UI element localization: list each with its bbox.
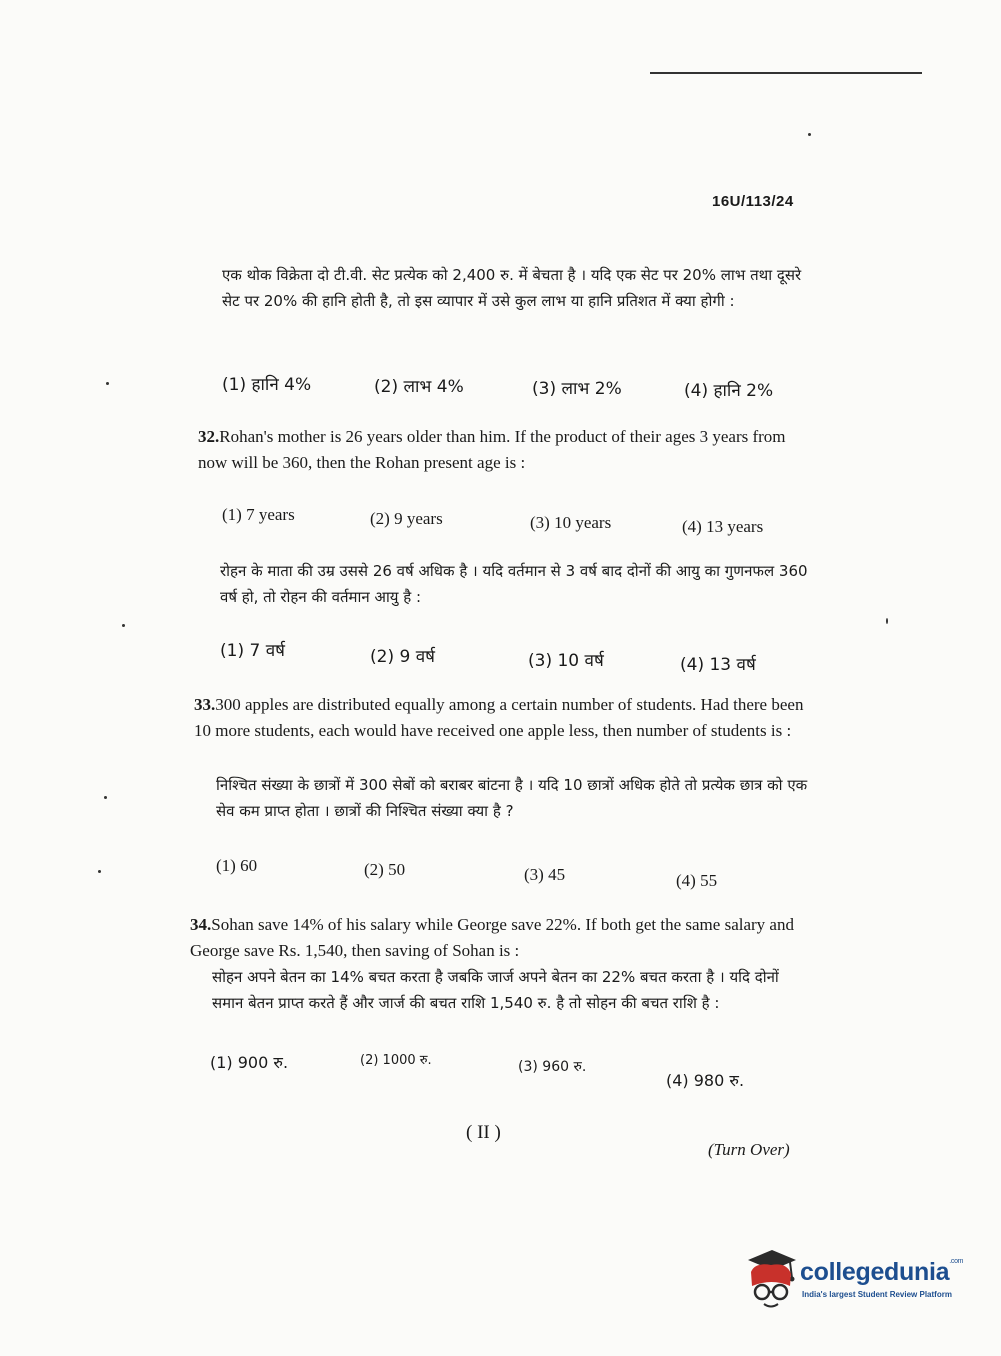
q32-option-hi-3: (3) 10 वर्ष (528, 651, 604, 671)
q34-option-4: (4) 980 रु. (666, 1071, 745, 1090)
q33-option-3: (3) 45 (524, 865, 566, 884)
q33-number: 33. (194, 695, 216, 714)
q32-option-hi-4: (4) 13 वर्ष (680, 655, 756, 675)
q34-option-1: (1) 900 रु. (210, 1053, 289, 1072)
q31-hindi-text: एक थोक विक्रेता दो टी.वी. सेट प्रत्येक को 2,400 रु. में बेचता है । यदि एक सेट पर 20% लाभ तथा दूसरे सेट पर 20% की हानि होती है, तो इस व्यापार में उसे कुल लाभ या हानि प्रतिशत में क्या होगी : (222, 266, 802, 310)
q33-question: 300 apples are distributed equally among a certain number of students. Had there been 10 more students, each would have received one apple less, then number of students is : (194, 695, 804, 740)
q32-options-hi (220, 638, 820, 675)
top-rule (650, 72, 922, 74)
q33-option-2: (2) 50 (364, 860, 406, 879)
turn-over-note: (Turn Over) (708, 1140, 790, 1159)
q31-option-4: (4) हानि 2% (684, 381, 774, 401)
q32-options-en (222, 505, 822, 535)
scan-speck (106, 382, 109, 385)
q34-english-text (190, 912, 802, 964)
q33-option-4: (4) 55 (676, 871, 718, 890)
q34-number: 34. (190, 915, 212, 934)
q34-hindi-text: सोहन अपने बेतन का 14% बचत करता है जबकि जार्ज अपने बेतन का 22% बचत करता है । यदि दोनों समान बेतन प्राप्त करते हैं और जार्ज की बचत राशि 1,540 रु. है तो सोहन की बचत राशि है : (212, 968, 779, 1012)
q34-options (210, 1048, 810, 1088)
logo-domain: .com (949, 1258, 964, 1265)
q33-options (216, 856, 816, 890)
q34-question: Sohan save 14% of his salary while George save 22%. If both get the same salary and George save Rs. 1,540, then saving of Sohan is : (190, 915, 794, 960)
scan-speck (808, 133, 811, 136)
q32-english-text (198, 424, 810, 476)
q32-hindi-text: रोहन के माता की उम्र उससे 26 वर्ष अधिक है । यदि वर्तमान से 3 वर्ष बाद दोनों की आयु का गुणनफल 360 वर्ष हो, तो रोहन की वर्तमान आयु है : (220, 562, 808, 606)
q31-option-2: (2) लाभ 4% (374, 377, 464, 397)
q32-option-en-4: (4) 13 years (682, 517, 764, 536)
q31-option-3: (3) लाभ 2% (532, 379, 622, 399)
q34-option-2: (2) 1000 रु. (360, 1053, 432, 1068)
logo-wordmark: collegedunia$^{.com}$ (800, 1258, 964, 1286)
q33-english-text (194, 692, 806, 744)
scan-speck (98, 870, 101, 873)
scan-speck (104, 796, 107, 799)
q34-option-3: (3) 960 रु. (518, 1059, 587, 1075)
scan-speck (886, 618, 888, 624)
collegedunia-logo (742, 1248, 972, 1314)
q32-option-en-1: (1) 7 years (222, 505, 295, 524)
q32-option-hi-2: (2) 9 वर्ष (370, 647, 435, 667)
paper-code: 16U/113/24 (712, 193, 794, 210)
q32-option-hi-1: (1) 7 वर्ष (220, 641, 285, 661)
q31-option-1: (1) हानि 4% (222, 375, 312, 395)
page-number: ( II ) (466, 1122, 501, 1143)
q32-question: Rohan's mother is 26 years older than him. If the product of their ages 3 years from now will be 360, then the Rohan present age is : (198, 427, 786, 472)
q32-number: 32. (198, 427, 220, 446)
q33-option-1: (1) 60 (216, 856, 258, 875)
q33-hindi-text: निश्चित संख्या के छात्रों में 300 सेबों को बराबर बांटना है । यदि 10 छात्रों अधिक होते तो प्रत्येक छात्र को एक सेव कम प्राप्त होता । छात्रों की निश्चित संख्या क्या है ? (216, 776, 808, 820)
scan-speck (122, 624, 125, 627)
q31-options (222, 372, 822, 402)
logo-mascot-icon (742, 1248, 800, 1314)
q32-option-en-2: (2) 9 years (370, 509, 443, 528)
logo-tagline: India's largest Student Review Platform (802, 1290, 952, 1299)
q32-option-en-3: (3) 10 years (530, 513, 612, 532)
